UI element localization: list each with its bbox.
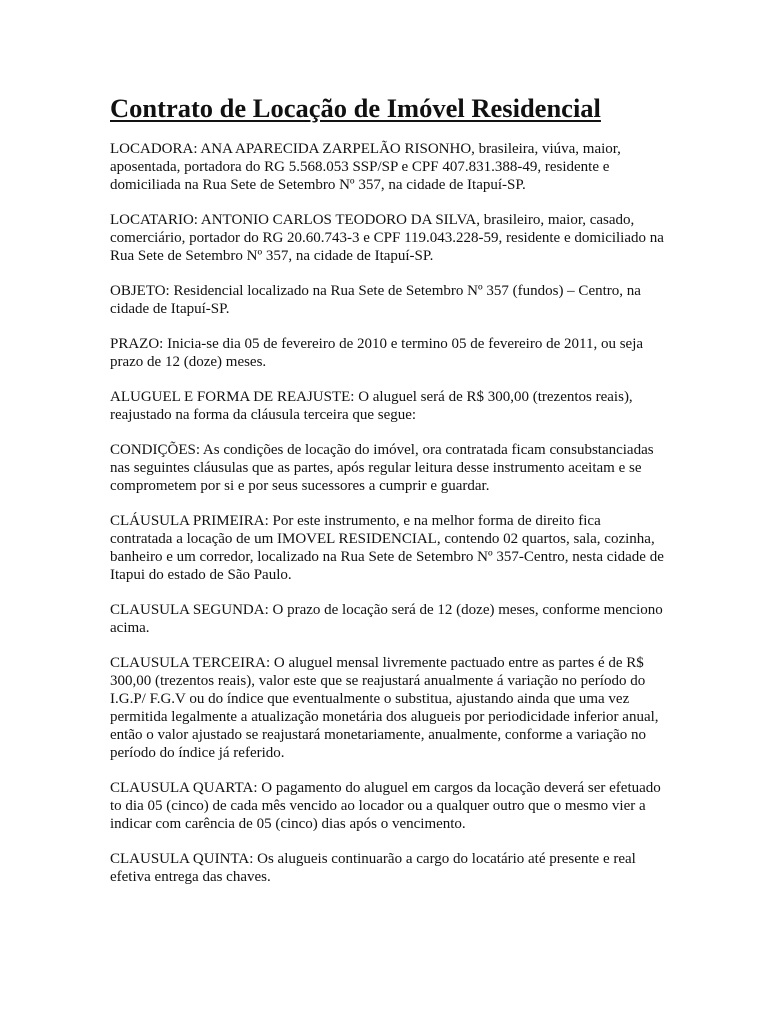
paragraph-aluguel-reajuste: ALUGUEL E FORMA DE REAJUSTE: O aluguel será de R$ 300,00 (trezentos reais), reajustado na forma da cláusula terceira que segue: [110,389,633,423]
paragraph-clausula-segunda: CLAUSULA SEGUNDA: O prazo de locação será de 12 (doze) meses, conforme menciono acima. [110,602,663,636]
paragraph-condicoes: CONDIÇÕES: As condições de locação do imóvel, ora contratada ficam consubstanciadas nas seguintes cláusulas que as partes, após regular leitura desse instrumento aceitam e se comprometem por si e por seus sucessores a cumprir e guardar. [110,442,654,494]
paragraph-locadora: LOCADORA: ANA APARECIDA ZARPELÃO RISONHO, brasileira, viúva, maior, aposentada, portadora do RG 5.568.053 SSP/SP e CPF 407.831.388-49, residente e domiciliada na Rua Sete de Setembro Nº 357, na cidade de Itapuí-SP. [110,141,621,193]
paragraph-clausula-quarta: CLAUSULA QUARTA: O pagamento do aluguel em cargos da locação deverá ser efetuado to dia 05 (cinco) de cada mês vencido ao locador ou a qualquer outro que o mesmo vier a indicar com carência de 05 (cinco) dias após o vencimento. [110,780,661,832]
paragraph-clausula-quinta: CLAUSULA QUINTA: Os alugueis continuarão a cargo do locatário até presente e real efetiva entrega das chaves. [110,851,636,885]
paragraph-objeto: OBJETO: Residencial localizado na Rua Sete de Setembro Nº 357 (fundos) – Centro, na cidade de Itapuí-SP. [110,283,641,317]
document-page [110,92,665,903]
document-title: Contrato de Locação de Imóvel Residencial [110,93,601,123]
paragraph-locatario: LOCATARIO: ANTONIO CARLOS TEODORO DA SILVA, brasileiro, maior, casado, comerciário, portador do RG 20.60.743-3 e CPF 119.043.228-59, residente e domiciliado na Rua Sete de Setembro Nº 357, na cidade de Itapuí-SP. [110,212,664,264]
paragraph-clausula-terceira: CLAUSULA TERCEIRA: O aluguel mensal livremente pactuado entre as partes é de R$ 300,00 (trezentos reais), valor este que se reajustará anualmente á variação no período do I.G.P/ F.G.V ou do índice que eventualmente o substitua, ajustando ainda que uma vez permitida legalmente a atualização monetária dos alugueis por periodicidade inferior anual, então o valor ajustado se reajustará monetariamente, anualmente, conforme a variação no período do índice já referido. [110,655,659,761]
paragraph-clausula-primeira: CLÁUSULA PRIMEIRA: Por este instrumento, e na melhor forma de direito fica contratada a locação de um IMOVEL RESIDENCIAL, contendo 02 quartos, sala, cozinha, banheiro e um corredor, localizado na Rua Sete de Setembro Nº 357-Centro, nesta cidade de Itapui do estado de São Paulo. [110,513,664,583]
paragraph-prazo: PRAZO: Inicia-se dia 05 de fevereiro de 2010 e termino 05 de fevereiro de 2011, ou seja prazo de 12 (doze) meses. [110,336,644,370]
